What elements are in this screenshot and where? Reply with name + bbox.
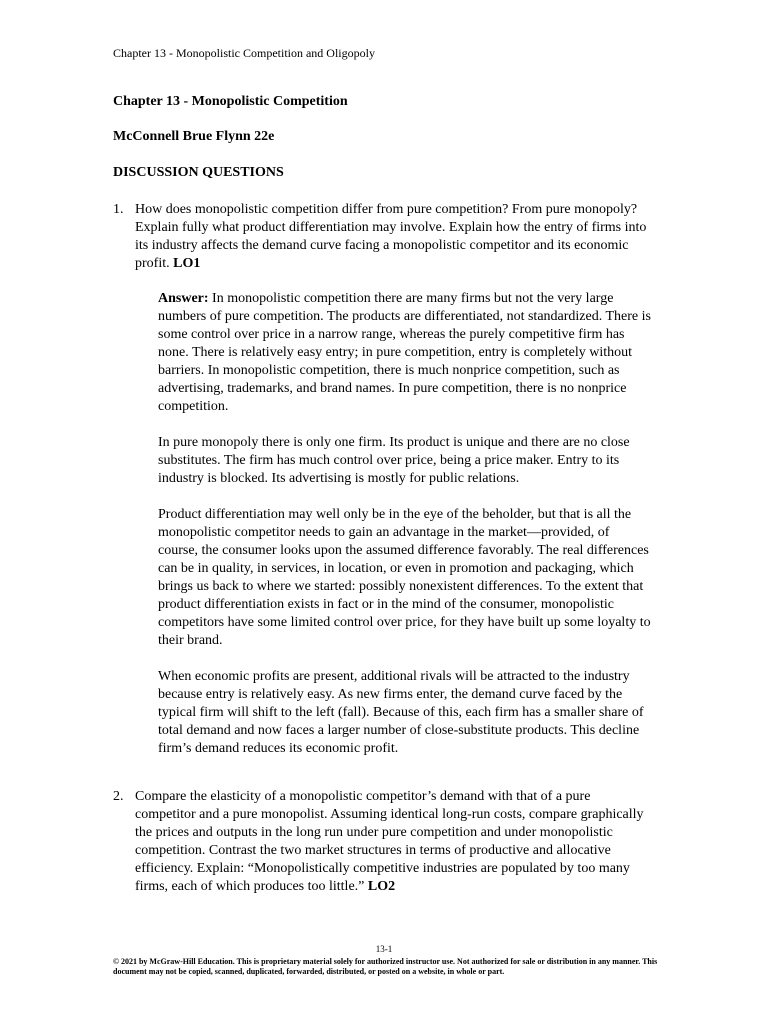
learning-objective: LO2 — [367, 879, 396, 894]
chapter-title: Chapter 13 - Monopolistic Competition — [113, 94, 348, 109]
question-number: 1. — [113, 202, 124, 217]
answer-paragraph: When economic profits are present, additional rivals will be attracted to the industry because entry is relatively easy. As new firms enter, the demand curve faced by the typical firm will shift to the left (fall). Because of this, each firm has a smaller share of total demand and now faces a larger number of close-substitute products. This decline firm’s demand reduces its economic profit. — [158, 669, 644, 756]
section-heading: DISCUSSION QUESTIONS — [113, 165, 284, 180]
book-title: McConnell Brue Flynn 22e — [113, 129, 275, 144]
answer-1 — [158, 290, 652, 776]
learning-objective: LO1 — [173, 256, 201, 271]
copyright-footer: © 2021 by McGraw-Hill Education. This is proprietary material solely for authorized instructor use. Not authorized for sale or distribution in any manner. This document may not be copied, scanned, duplicated, forwarded, distributed, or posted on a website, in whole or part. — [113, 957, 658, 976]
answer-paragraph: Answer: In monopolistic competition there are many firms but not the very large numbers of pure competition. The products are differentiated, not standardized. There is some control over price in a narrow range, whereas the purely competitive firm has none. There is relatively easy entry; in pure competition, entry is completely without barriers. In monopolistic competition, there is much nonprice competition, such as advertising, trademarks, and brand names. In pure competition, there is no nonprice competition. — [158, 291, 651, 414]
question-number: 2. — [113, 789, 124, 804]
running-header: Chapter 13 - Monopolistic Competition and Oligopoly — [113, 46, 375, 60]
question-text: How does monopolistic competition differ from pure competition? From pure monopoly? Explain fully what product differentiation may involve. Explain how the entry of firms into its industry affects the demand curve facing a monopolistic competitor and its economic profit. LO1 — [135, 202, 647, 271]
question-2 — [113, 788, 653, 896]
question-text: Compare the elasticity of a monopolistic competitor’s demand with that of a pure competitor and a pure monopolist. Assuming identical long-run costs, compare graphically the prices and outputs in the long run under pure competition and under monopolistic competition. Contrast the two market structures in terms of productive and allocative efficiency. Explain: “Monopolistically competitive industries are populated by too many firms, each of which produces too little.” LO2 — [135, 789, 644, 894]
answer-paragraph: Product differentiation may well only be in the eye of the beholder, but that is all the monopolistic competitor needs to gain an advantage in the market—provided, of course, the consumer looks upon the assumed difference favorably. The real differences can be in quality, in services, in location, or even in promotion and packaging, which brings us back to where we started: possibly nonexistent differences. To the extent that product differentiation exists in fact or in the mind of the consumer, monopolistic competitors have some limited control over price, for they have built up some loyalty to their brand. — [158, 507, 651, 648]
page-number: 13-1 — [375, 944, 393, 954]
question-1 — [113, 201, 653, 273]
answer-paragraph: In pure monopoly there is only one firm. Its product is unique and there are no close substitutes. The firm has much control over price, being a price maker. Entry to its industry is blocked. Its advertising is mostly for public relations. — [158, 435, 630, 486]
answer-label: Answer: — [158, 291, 209, 306]
